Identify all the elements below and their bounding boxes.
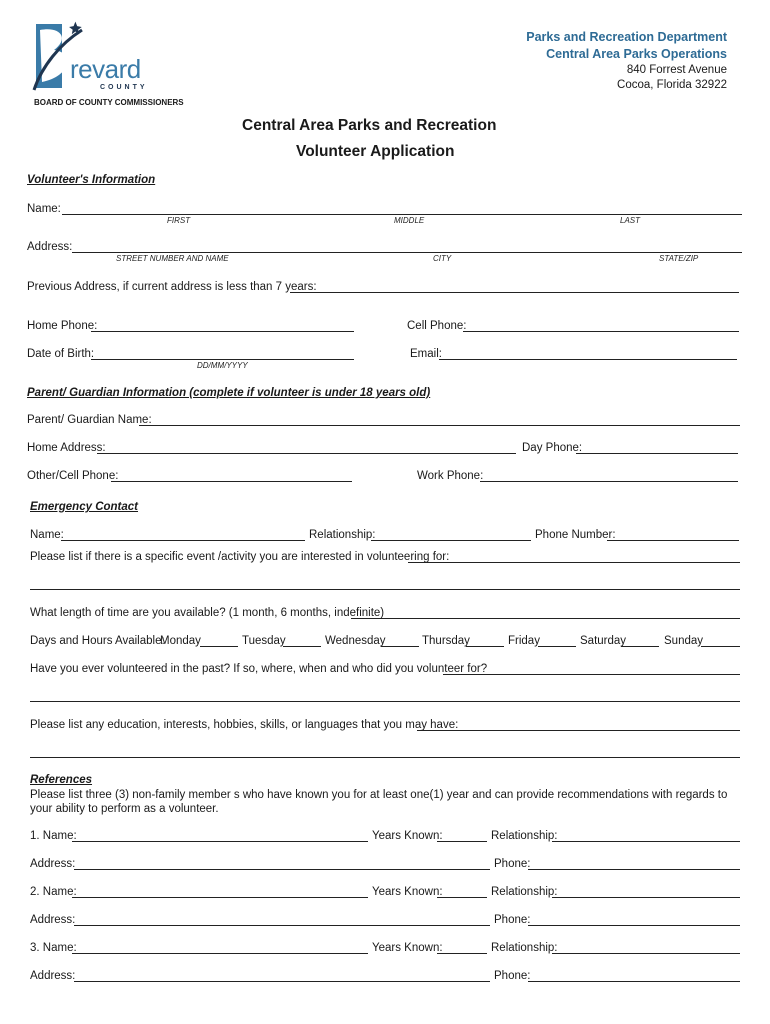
references-section-heading: References xyxy=(30,774,93,786)
previous-address-label: Previous Address, if current address is less than 7 years: xyxy=(27,281,317,293)
ref2-years-label: Years Known: xyxy=(372,886,443,898)
ref1-phone-field[interactable] xyxy=(528,869,740,870)
day-phone-field[interactable] xyxy=(576,453,738,454)
email-label: Email: xyxy=(410,348,442,360)
event-answer-field[interactable] xyxy=(408,562,740,563)
ref1-address-field[interactable] xyxy=(74,869,490,870)
work-phone-label: Work Phone: xyxy=(417,470,484,482)
ref2-phone-label: Phone: xyxy=(494,914,531,926)
skills-question-label: Please list any education, interests, hobbies, skills, or languages that you may have: xyxy=(30,719,459,731)
home-phone-label: Home Phone: xyxy=(27,320,98,332)
ref3-years-label: Years Known: xyxy=(372,942,443,954)
days-available-label: Days and Hours Available: xyxy=(30,635,165,647)
ref1-address-label: Address: xyxy=(30,858,76,870)
ref2-name-label: 2. Name: xyxy=(30,886,77,898)
guardian-section-heading: Parent/ Guardian Information (complete if volunteer is under 18 years old) xyxy=(27,387,431,399)
ref3-address-field[interactable] xyxy=(74,981,490,982)
day-saturday-field[interactable] xyxy=(621,646,659,647)
dob-format-caption: DD/MM/YYYY xyxy=(197,361,248,370)
day-wednesday-field[interactable] xyxy=(381,646,419,647)
ref1-years-field[interactable] xyxy=(437,841,487,842)
ref3-years-field[interactable] xyxy=(437,953,487,954)
day-sunday-field[interactable] xyxy=(701,646,740,647)
cell-phone-label: Cell Phone: xyxy=(407,320,467,332)
ref3-relationship-field[interactable] xyxy=(552,953,740,954)
ref1-phone-label: Phone: xyxy=(494,858,531,870)
guardian-address-label: Home Address: xyxy=(27,442,106,454)
logo-text: revard xyxy=(70,54,141,84)
ref3-relationship-label: Relationship: xyxy=(491,942,558,954)
volunteer-section-heading: Volunteer's Information xyxy=(27,174,156,186)
other-phone-field[interactable] xyxy=(111,481,352,482)
ref1-name-label: 1. Name: xyxy=(30,830,77,842)
name-field[interactable] xyxy=(62,214,742,215)
ref3-name-label: 3. Name: xyxy=(30,942,77,954)
emergency-relationship-label: Relationship: xyxy=(309,529,376,541)
previous-address-field[interactable] xyxy=(290,292,739,293)
logo-county: COUNTY xyxy=(100,84,148,91)
length-answer-field[interactable] xyxy=(351,618,740,619)
first-caption: FIRST xyxy=(167,216,191,225)
home-phone-field[interactable] xyxy=(91,331,354,332)
other-phone-label: Other/Cell Phone: xyxy=(27,470,119,482)
past-volunteer-field-2[interactable] xyxy=(30,701,740,702)
day-sunday-label: Sunday xyxy=(664,635,704,647)
ref2-name-field[interactable] xyxy=(72,897,368,898)
event-question-label: Please list if there is a specific event /activity you are interested in volunteering for: xyxy=(30,551,450,563)
day-saturday-label: Saturday xyxy=(580,635,627,647)
day-tuesday-label: Tuesday xyxy=(242,635,286,647)
emergency-name-label: Name: xyxy=(30,529,64,541)
ref2-address-field[interactable] xyxy=(74,925,490,926)
city-caption: CITY xyxy=(433,254,452,263)
event-answer-field-2[interactable] xyxy=(30,589,740,590)
cell-phone-field[interactable] xyxy=(463,331,739,332)
length-question-label: What length of time are you available? (1 month, 6 months, indefinite) xyxy=(30,607,385,619)
ref2-phone-field[interactable] xyxy=(528,925,740,926)
skills-field[interactable] xyxy=(417,730,740,731)
day-friday-field[interactable] xyxy=(538,646,576,647)
street-caption: STREET NUMBER AND NAME xyxy=(116,254,229,263)
day-tuesday-field[interactable] xyxy=(283,646,321,647)
last-caption: LAST xyxy=(620,216,641,225)
brevard-logo xyxy=(30,20,155,98)
emergency-relationship-field[interactable] xyxy=(371,540,531,541)
ref3-phone-field[interactable] xyxy=(528,981,740,982)
day-monday-label: Monday xyxy=(160,635,201,647)
address-field[interactable] xyxy=(72,252,742,253)
skills-field-2[interactable] xyxy=(30,757,740,758)
day-monday-field[interactable] xyxy=(200,646,238,647)
department-city: Cocoa, Florida 32922 xyxy=(617,79,727,91)
guardian-name-field[interactable] xyxy=(139,425,740,426)
work-phone-field[interactable] xyxy=(480,481,738,482)
references-instructions: Please list three (3) non-family member s who have known you for at least one(1) year and can provide recommendations with regards to your ability to perform as a volunteer. xyxy=(30,789,728,815)
ref1-name-field[interactable] xyxy=(72,841,368,842)
past-volunteer-field[interactable] xyxy=(443,674,740,675)
emergency-section-heading: Emergency Contact xyxy=(30,501,139,513)
form-subtitle: Volunteer Application xyxy=(296,143,455,160)
day-wednesday-label: Wednesday xyxy=(325,635,386,647)
middle-caption: MIDDLE xyxy=(394,216,425,225)
board-caption: BOARD OF COUNTY COMMISSIONERS xyxy=(34,98,184,107)
ref2-relationship-field[interactable] xyxy=(552,897,740,898)
day-phone-label: Day Phone: xyxy=(522,442,583,454)
address-label: Address: xyxy=(27,241,73,253)
operations-name: Central Area Parks Operations xyxy=(546,47,727,61)
department-street: 840 Forrest Avenue xyxy=(626,64,727,76)
form-title: Central Area Parks and Recreation xyxy=(242,117,497,134)
ref2-relationship-label: Relationship: xyxy=(491,886,558,898)
emergency-phone-label: Phone Number: xyxy=(535,529,616,541)
day-friday-label: Friday xyxy=(508,635,540,647)
dob-label: Date of Birth: xyxy=(27,348,95,360)
ref1-years-label: Years Known: xyxy=(372,830,443,842)
ref3-address-label: Address: xyxy=(30,970,76,982)
ref1-relationship-label: Relationship: xyxy=(491,830,558,842)
guardian-name-label: Parent/ Guardian Name: xyxy=(27,414,152,426)
department-name: Parks and Recreation Department xyxy=(526,30,727,44)
emergency-phone-field[interactable] xyxy=(607,540,739,541)
emergency-name-field[interactable] xyxy=(61,540,305,541)
state-caption: STATE/ZIP xyxy=(659,254,699,263)
day-thursday-field[interactable] xyxy=(466,646,504,647)
ref3-name-field[interactable] xyxy=(72,953,368,954)
ref2-years-field[interactable] xyxy=(437,897,487,898)
dob-field[interactable] xyxy=(91,359,354,360)
ref1-relationship-field[interactable] xyxy=(552,841,740,842)
day-thursday-label: Thursday xyxy=(422,635,470,647)
guardian-address-field[interactable] xyxy=(97,453,516,454)
ref3-phone-label: Phone: xyxy=(494,970,531,982)
ref2-address-label: Address: xyxy=(30,914,76,926)
email-field[interactable] xyxy=(439,359,737,360)
past-volunteer-question-label: Have you ever volunteered in the past? If so, where, when and who did you volunteer for? xyxy=(30,663,488,675)
name-label: Name: xyxy=(27,203,61,215)
